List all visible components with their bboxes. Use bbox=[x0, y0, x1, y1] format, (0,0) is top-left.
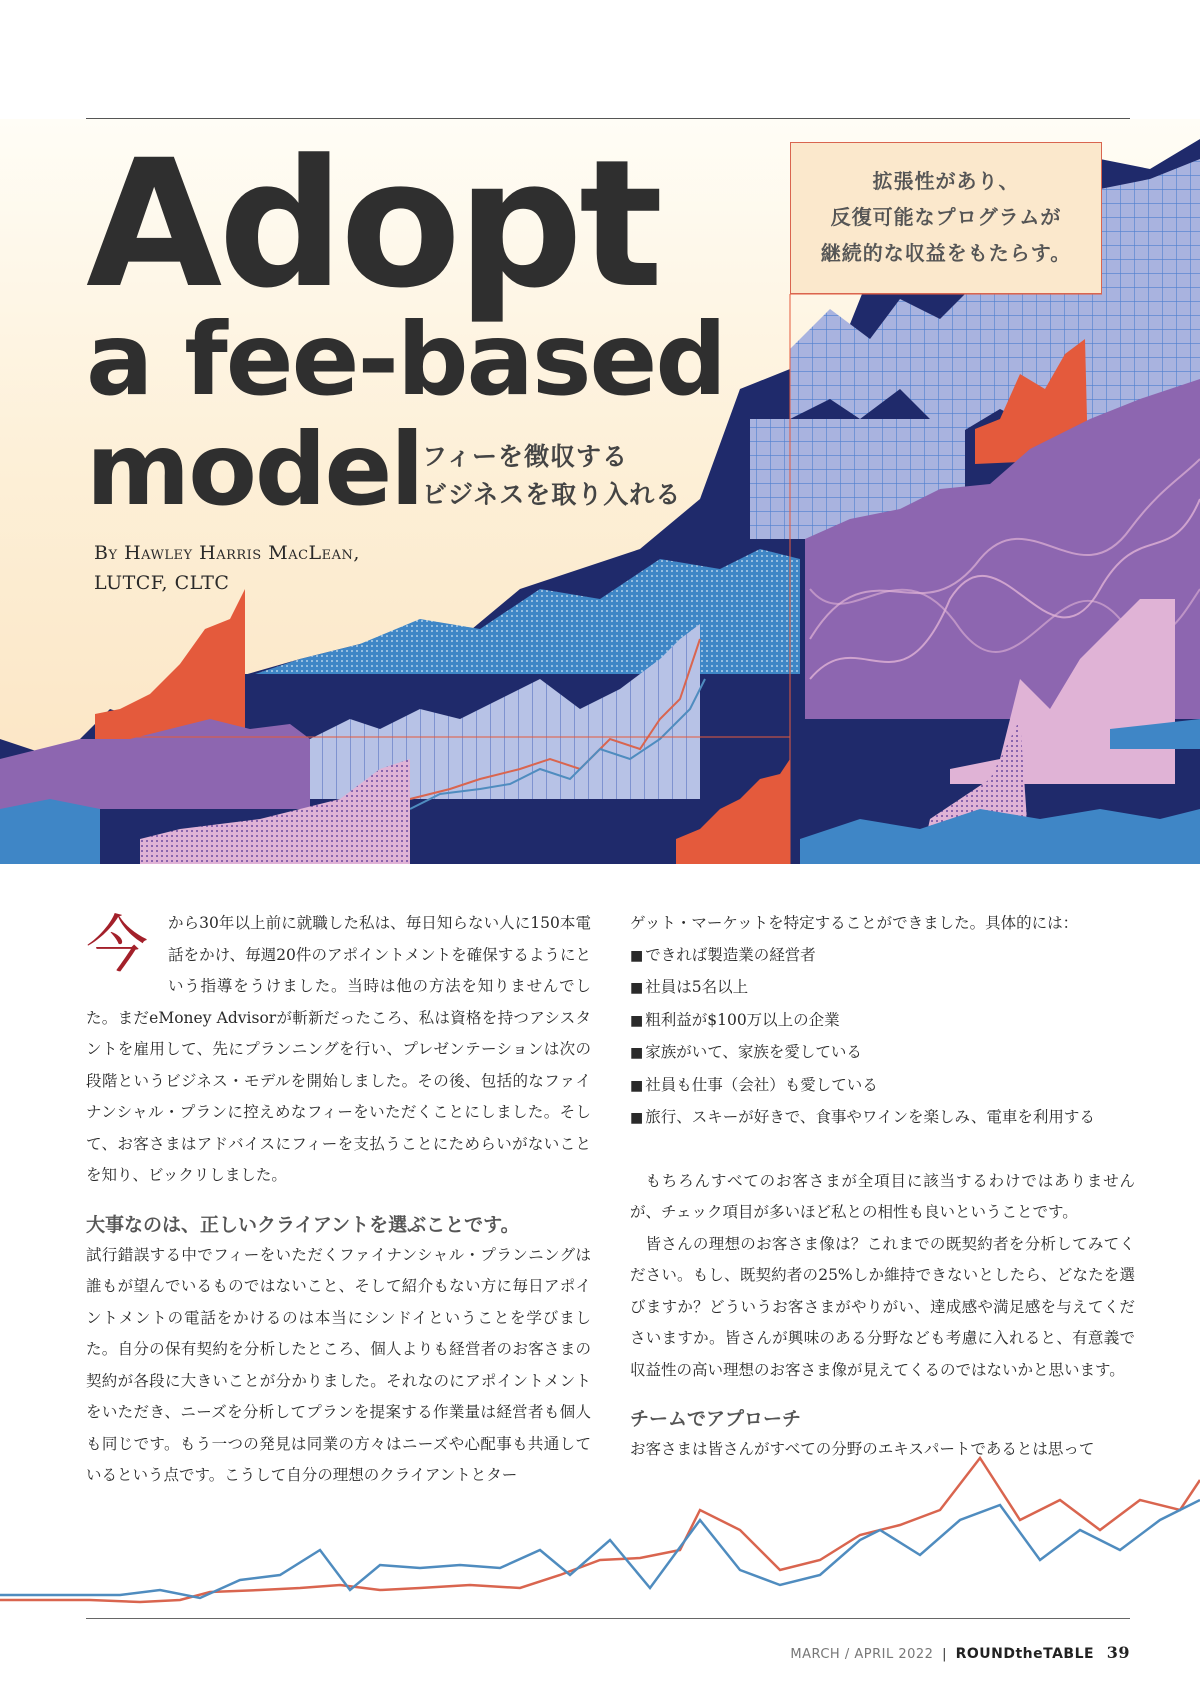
callout-line-1: 拡張性があり、 bbox=[872, 169, 1020, 193]
section-body-clients: 試行錯誤する中でフィーをいただくファイナンシャル・プランニングは誰もが望んでいるものではないこと、そして紹介もない方に毎日アポイントメントの電話をかけるのは本当にシンドイということを学びました。自分の保有契約を分析したところ、個人よりも経営者のお客さまの契約が各段に大きいことが分かりました。それなのにアポイントメントをいただき、ニーズを分析してプランを提案する作業量は経営者も個人も同じです。もう一つの発見は同業の方々はニーズや心配事も共通しているという点です。こうして自分の理想のクライアントとター bbox=[86, 1245, 591, 1484]
list-item: ■ 家族がいて、家族を愛している bbox=[630, 1037, 1135, 1070]
intro-paragraph: から30年以上前に就職した私は、毎日知らない人に150本電話をかけ、毎週20件のアポイントメントを確保するようにという指導をうけました。当時は他の方法を知りませんでした。まだeMoney Advisorが斬新だったころ、私は資格を持つアシスタントを雇用して、先にプランニングを行い、プレゼンテーションは次の段階というビジネス・モデルを開始しました。その後、包括的なファイナンシャル・プランに控えめなフィーをいただくことにしました。そして、お客さまはアドバイスにフィーを支払うことにためらいがないことを知り、ビックリしました。 bbox=[86, 914, 591, 1184]
section-heading-clients: 大事なのは、正しいクライアントを選ぶことです。 bbox=[86, 1213, 520, 1236]
callout-line-3: 継続的な収益をもたらす。 bbox=[820, 241, 1072, 265]
list-item: ■ 粗利益が$100万以上の企業 bbox=[630, 1005, 1135, 1038]
callout-line-2: 反復可能なプログラムが bbox=[830, 205, 1062, 229]
criteria-list bbox=[630, 940, 1135, 1135]
headline-line-1: Adopt bbox=[86, 122, 660, 327]
issue-date: MARCH / APRIL 2022 bbox=[790, 1647, 934, 1662]
paragraph-ideal-client: 皆さんの理想のお客さま像は？これまでの既契約者を分析してみてください。もし、既契約者の25%しか維持できないとしたら、どなたを選びますか？どういうお客さまがやりがい、達成感や満足感を与えてくださいますか。皆さんが興味のある分野なども考慮に入れると、有意義で収益性の高い理想のお客さま像が見えてくるのではないかと思います。 bbox=[630, 1234, 1135, 1379]
drop-cap: 今 bbox=[86, 908, 149, 981]
article-column-left bbox=[86, 908, 591, 1492]
list-item: ■ 社員も仕事（会社）も愛している bbox=[630, 1070, 1135, 1103]
section-body-team: お客さまは皆さんがすべての分野のエキスパートであるとは思って bbox=[630, 1440, 1095, 1458]
page-footer bbox=[790, 1643, 1130, 1662]
pull-quote-callout bbox=[790, 142, 1102, 294]
paragraph-fit: もちろんすべてのお客さまが全項目に該当するわけではありませんが、チェック項目が多いほど私との相性も良いということです。 bbox=[630, 1171, 1135, 1221]
headline-line-3: model bbox=[86, 411, 423, 528]
subtitle-line-1: フィーを徴収する bbox=[422, 442, 629, 471]
footer-rule bbox=[86, 1618, 1130, 1619]
footer-separator: | bbox=[942, 1647, 947, 1662]
list-item: ■ できれば製造業の経営者 bbox=[630, 940, 1135, 973]
magazine-brand: ROUNDtheTABLE bbox=[955, 1646, 1095, 1662]
section-heading-team: チームでアプローチ bbox=[630, 1408, 802, 1430]
list-item: ■ 旅行、スキーが好きで、食事やワインを楽しみ、電車を利用する bbox=[630, 1102, 1135, 1135]
subtitle-line-2: ビジネスを取り入れる bbox=[422, 480, 682, 509]
byline-author: By Hawley Harris MacLean, bbox=[94, 542, 360, 564]
headline-line-2: a fee-based bbox=[86, 301, 725, 418]
target-market-intro: ゲット・マーケットを特定することができました。具体的には： bbox=[630, 914, 1079, 932]
page-number: 39 bbox=[1106, 1643, 1130, 1662]
byline-credentials: LUTCF, CLTC bbox=[94, 572, 230, 594]
decorative-line-chart bbox=[0, 1440, 1200, 1620]
article-column-right bbox=[630, 908, 1135, 1466]
japanese-subtitle bbox=[422, 438, 681, 514]
list-item: ■ 社員は5名以上 bbox=[630, 972, 1135, 1005]
byline bbox=[94, 538, 360, 598]
